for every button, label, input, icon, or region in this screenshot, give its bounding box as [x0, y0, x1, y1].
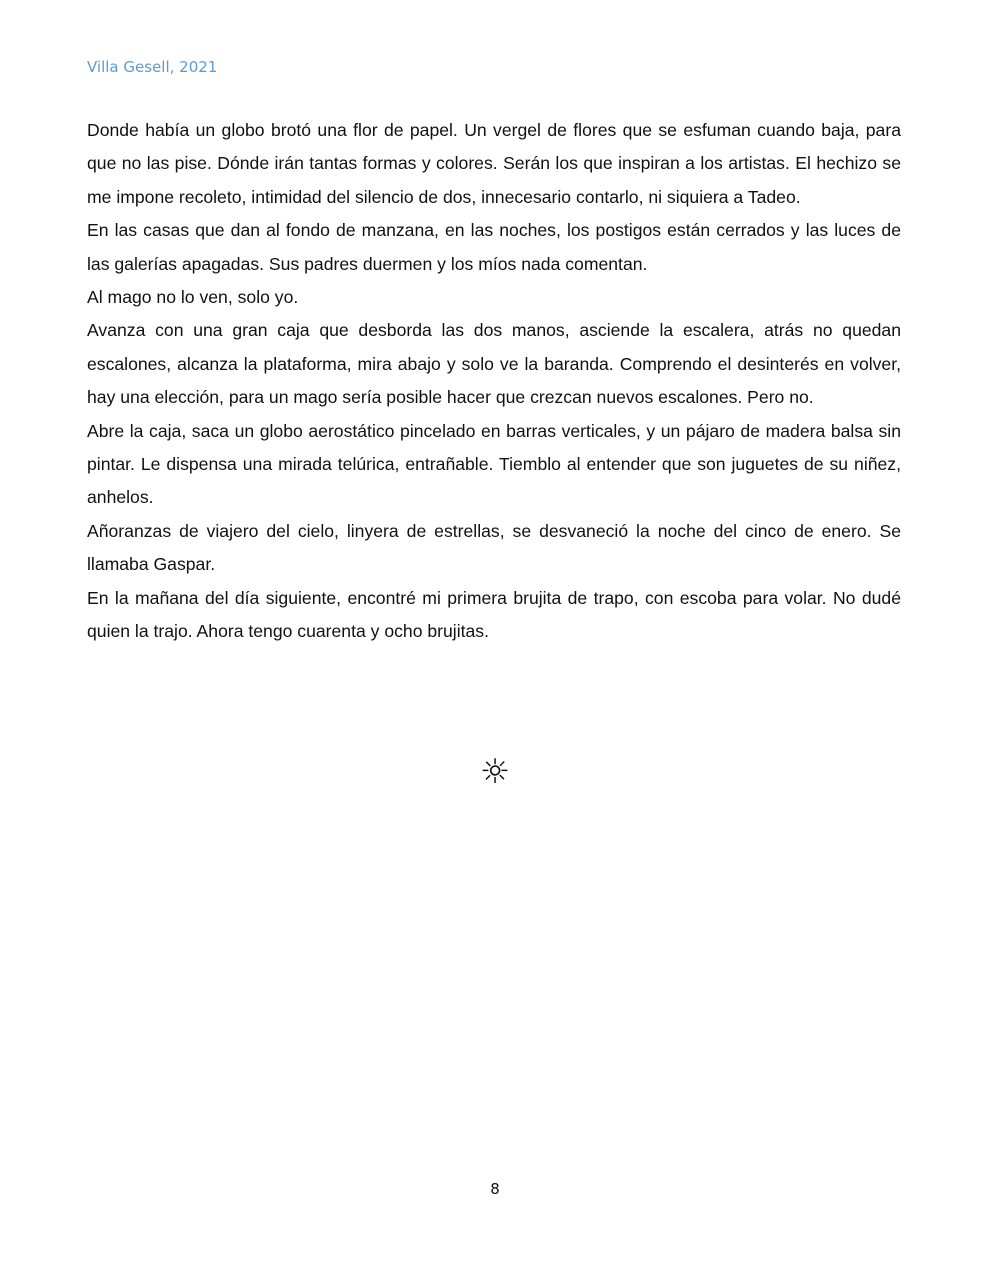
story-body — [87, 114, 901, 649]
paragraph: Avanza con una gran caja que desborda las dos manos, asciende la escalera, atrás no quedan escalones, alcanza la plataforma, mira abajo y solo ve la baranda. Comprendo el desinterés en volver, hay una elección, para un mago sería posible hacer que crezcan nuevos escalones. Pero no. — [87, 320, 901, 408]
paragraph: Añoranzas de viajero del cielo, linyera de estrellas, se desvaneció la noche del cinco de enero. Se llamaba Gaspar. — [87, 520, 901, 575]
paragraph: Donde había un globo brotó una flor de papel. Un vergel de flores que se esfuman cuando baja, para que no las pise. Dónde irán tantas formas y colores. Serán los que inspiran a los artistas. El hechizo se me impone recoleto, intimidad del silencio de dos, innecesario contarlo, ni siquiera a Tadeo. — [87, 120, 901, 207]
paragraph: En la mañana del día siguiente, encontré mi primera brujita de trapo, con escoba para volar. No dudé quien la trajo. Ahora tengo cuarenta y ocho brujitas. — [87, 587, 901, 642]
sun-icon: ☼ — [479, 752, 511, 792]
running-header: Villa Gesell, 2021 — [87, 58, 218, 76]
paragraph: Abre la caja, saca un globo aerostático pincelado en barras verticales, y un pájaro de madera balsa sin pintar. Le dispensa una mirada telúrica, entrañable. Tiemblo al entender que son juguetes de su niñez, anhelos. — [87, 420, 901, 508]
paragraph: Al mago no lo ven, solo yo. — [87, 287, 299, 308]
paragraph: En las casas que dan al fondo de manzana, en las noches, los postigos están cerrados y las luces de las galerías apagadas. Sus padres duermen y los míos nada comentan. — [87, 220, 901, 274]
page-number: 8 — [490, 1180, 500, 1198]
